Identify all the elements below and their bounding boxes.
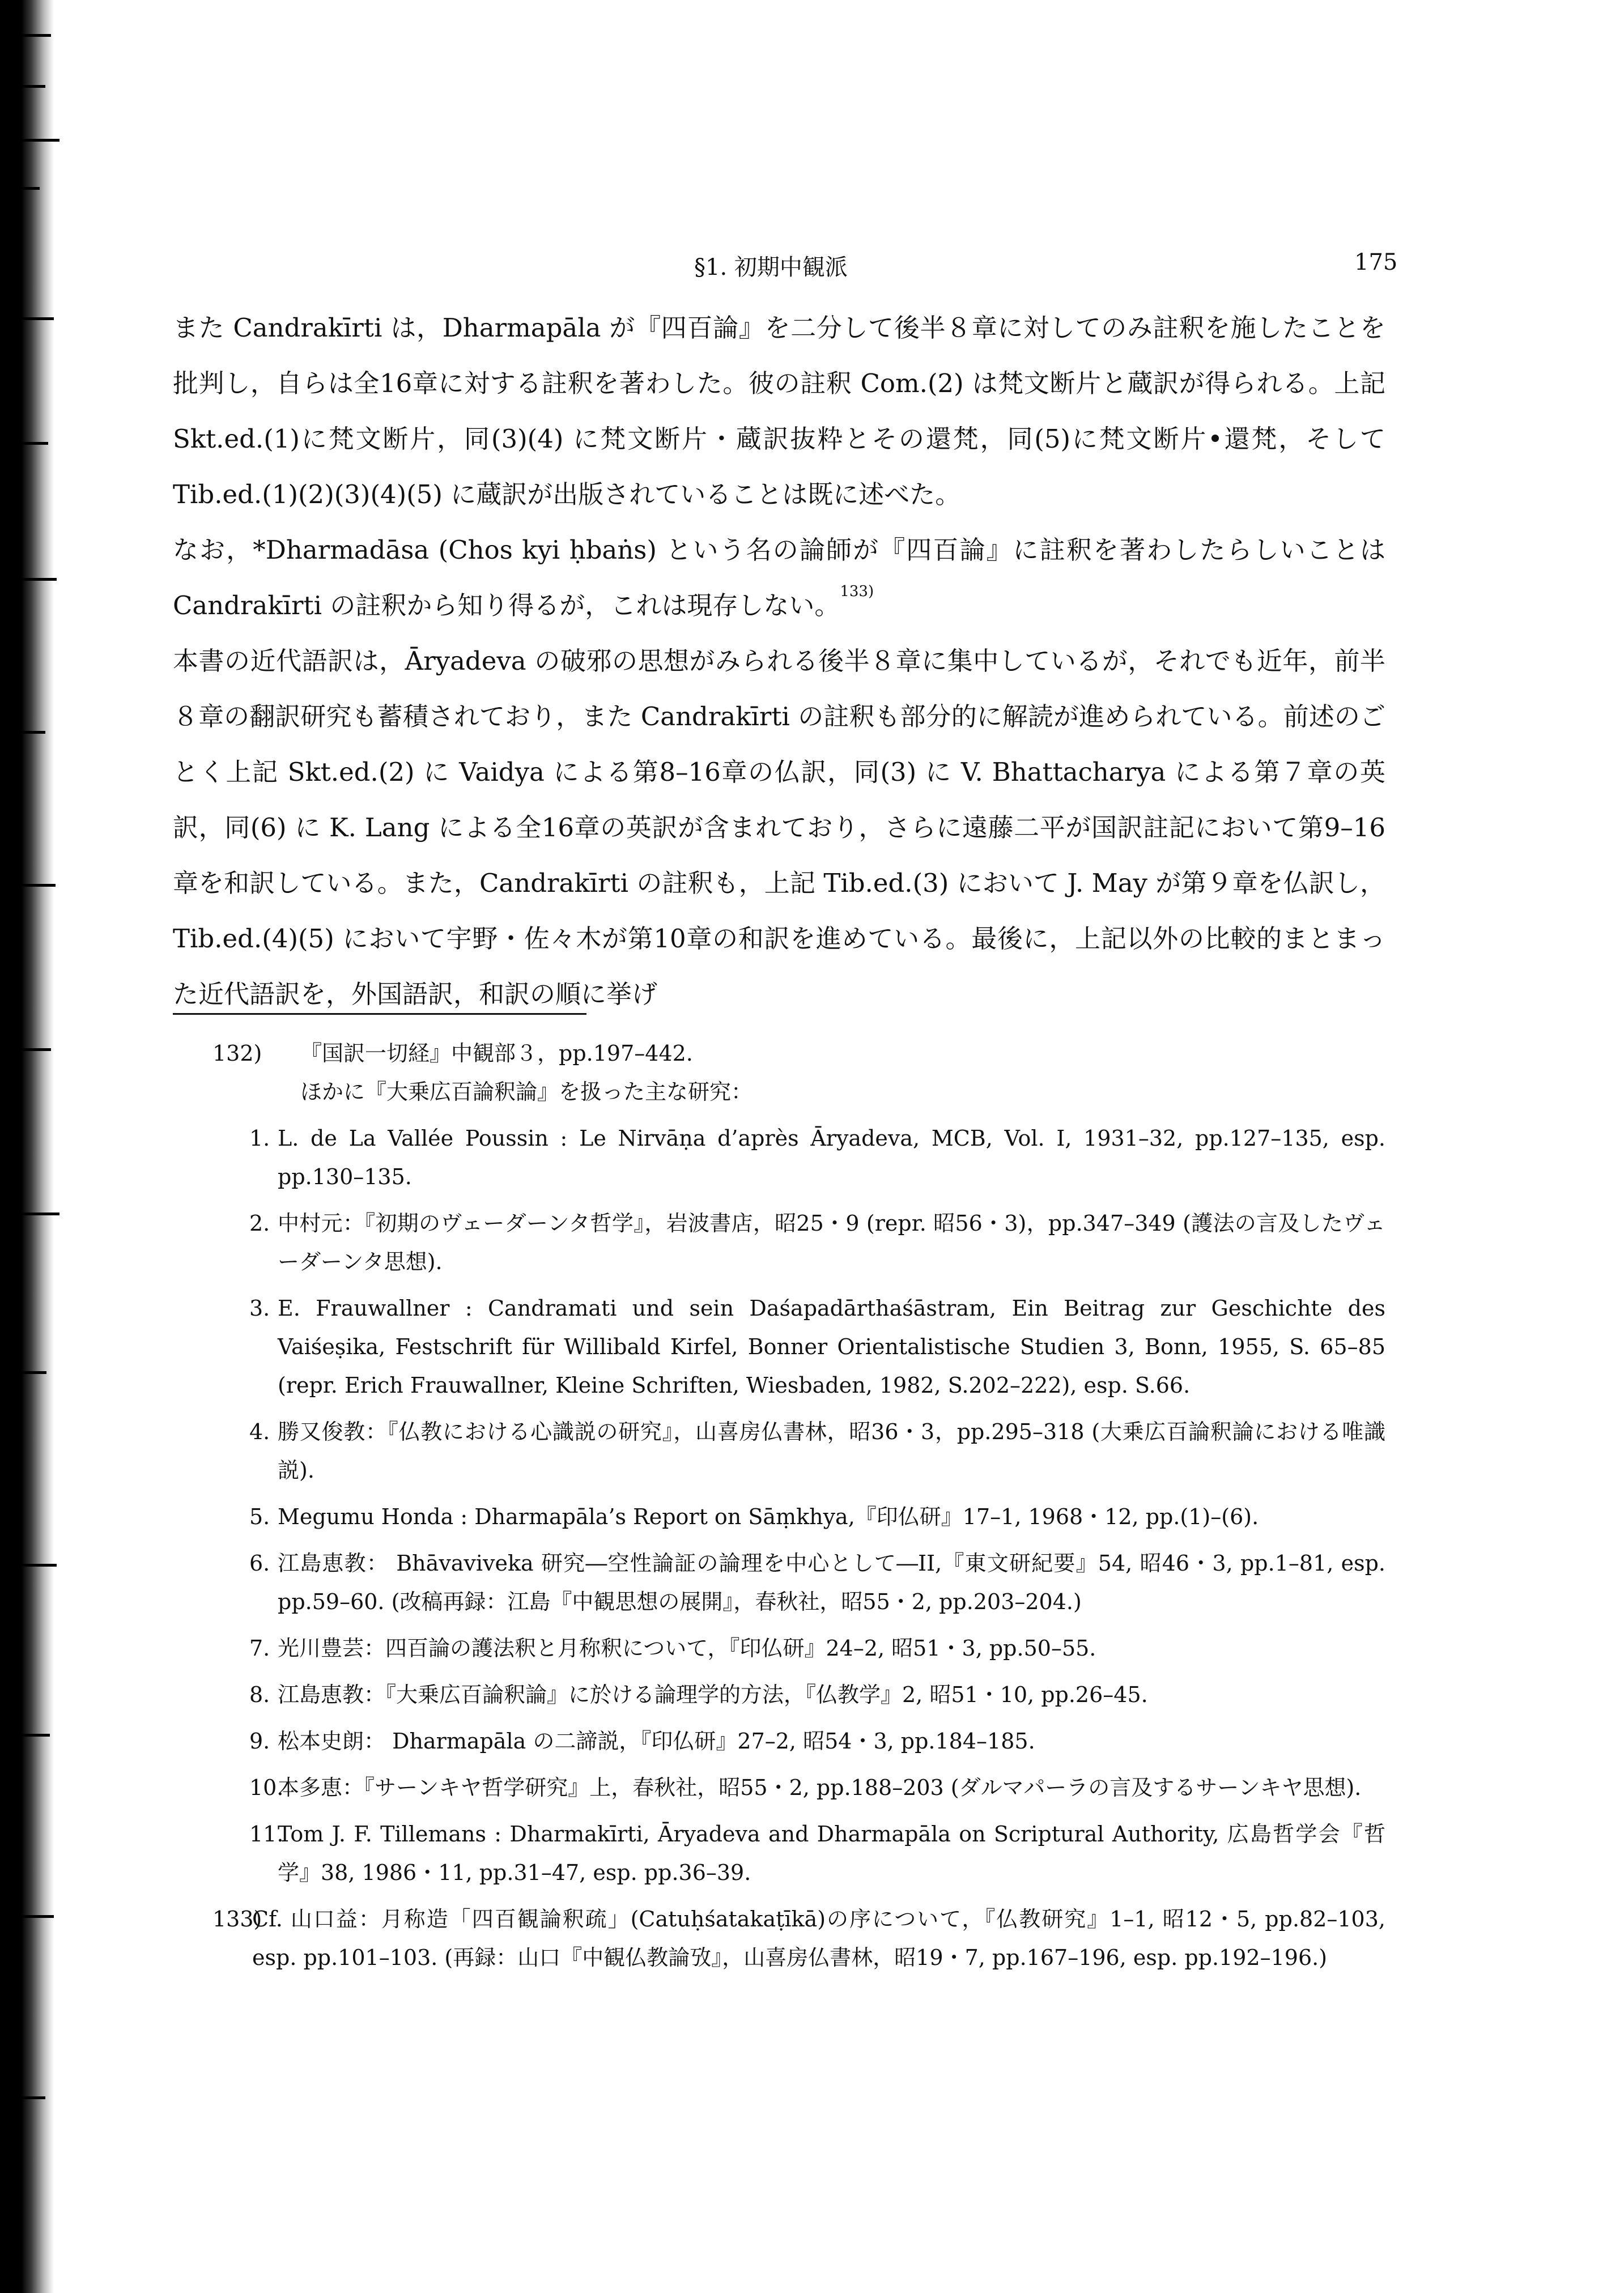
list-item [173, 1815, 1385, 1892]
item-text: 松本史朗： Dharmapāla の二諦説，『印仏研』27–2, 昭54・3, pp.184–185. [278, 1729, 1035, 1754]
item-number: 8. [249, 1682, 270, 1707]
footnote-number: 132) [212, 1041, 262, 1066]
footnote-ref: 133) [840, 583, 874, 600]
footnote-text: 『国訳一切経』中観部３，pp.197–442. [300, 1041, 693, 1066]
item-text: 中村元：『初期のヴェーダーンタ哲学』，岩波書店，昭25・9 (repr. 昭56・3)，pp.347–349 (護法の言及したヴェーダーンタ思想). [278, 1211, 1385, 1274]
item-text: 勝又俊教：『仏教における心識説の研究』，山喜房仏書林，昭36・3，pp.295–318 (大乗広百論釈論における唯識説). [278, 1419, 1385, 1483]
list-item [173, 1119, 1385, 1196]
item-number: 3. [249, 1296, 270, 1321]
item-text: 光川豊芸：四百論の護法釈と月称釈について，『印仏研』24–2, 昭51・3, pp.50–55. [278, 1636, 1096, 1661]
item-number: 4. [249, 1419, 270, 1444]
footnote-rule [173, 1013, 586, 1015]
list-item [173, 1413, 1385, 1490]
item-number: 9. [249, 1729, 270, 1754]
section-title: §1. 初期中観派 [694, 254, 848, 280]
list-item [173, 1629, 1385, 1667]
item-number: 11. [249, 1822, 284, 1847]
main-text [173, 300, 1385, 1022]
item-text: Megumu Honda : Dharmapāla’s Report on Sāṃkhya,『印仏研』17–1, 1968・12, pp.(1)–(6). [278, 1504, 1259, 1529]
item-number: 5. [249, 1504, 270, 1529]
item-text: Tom J. F. Tillemans : Dharmakīrti, Āryadeva and Dharmapāla on Scriptural Authority, 広島哲学会『哲学』38, 1986・11, pp.31–47, esp. pp.36–39. [278, 1822, 1385, 1885]
item-number: 6. [249, 1551, 270, 1576]
running-header [0, 249, 1624, 283]
footnotes [173, 1034, 1385, 1977]
list-item [173, 1768, 1385, 1807]
scanned-binding-edge [0, 0, 54, 2293]
paragraph [173, 522, 1385, 633]
list-item [173, 1289, 1385, 1405]
list-item [173, 1544, 1385, 1621]
footnote-intro: ほかに『大乗広百論釈論』を扱った主な研究： [300, 1079, 753, 1104]
list-item [173, 1498, 1385, 1536]
item-number: 7. [249, 1636, 270, 1661]
paragraph: また Candrakīrti は，Dharmapāla が『四百論』を二分して後半８章に対してのみ註釈を施したことを批判し，自らは全16章に対する註釈を著わした。彼の註釈 Com.(2) は梵文断片と蔵訳が得られる。上記 Skt.ed.(1)に梵文断片，同(3)(4) に梵文断片・蔵訳抜粋とその還梵，同(5)に梵文断片•還梵，そして Tib.ed.(1)(2)(3)(4)(5) に蔵訳が出版されていることは既に述べた。 [173, 313, 1385, 509]
footnote-number: 133) [212, 1907, 262, 1932]
item-number: 2. [249, 1211, 270, 1236]
list-item [173, 1722, 1385, 1760]
item-number: 1. [249, 1126, 270, 1151]
item-text: 本多恵：『サーンキヤ哲学研究』上，春秋社，昭55・2, pp.188–203 (ダルマパーラの言及するサーンキヤ思想). [278, 1775, 1362, 1800]
item-number: 10. [249, 1775, 284, 1800]
footnote-text: Cf. 山口益：月称造「四百観論釈疏」(Catuḥśatakaṭīkā)の序について，『仏教研究』1–1, 昭12・5, pp.82–103, esp. pp.101–103. (再録：山口『中観仏教論攷』，山喜房仏書林，昭19・7, pp.167–196, esp. pp.192–196.) [252, 1907, 1385, 1970]
reference-list [173, 1119, 1385, 1892]
paragraph-text: なお，*Dharmadāsa (Chos kyi ḥbaṅs) という名の論師が『四百論』に註釈を著わしたらしいことは Candrakīrti の註釈から知り得るが，これは現存しない。 [173, 535, 1385, 620]
list-item [173, 1675, 1385, 1714]
footnote-132 [173, 1034, 1385, 1073]
page-number: 175 [1354, 249, 1398, 275]
list-item [173, 1204, 1385, 1281]
item-text: L. de La Vallée Poussin : Le Nirvāṇa d’après Āryadeva, MCB, Vol. I, 1931–32, pp.127–135, esp. pp.130–135. [278, 1126, 1385, 1189]
item-text: 江島恵教：『大乗広百論釈論』に於ける論理学的方法，『仏教学』2, 昭51・10, pp.26–45. [278, 1682, 1148, 1707]
item-text: 江島恵教： Bhāvaviveka 研究―空性論証の論理を中心として―II,『東文研紀要』54, 昭46・3, pp.1–81, esp. pp.59–60. (改稿再録：江島『中観思想の展開』，春秋社，昭55・2, pp.203–204.) [278, 1551, 1385, 1614]
footnote-133 [173, 1900, 1385, 1977]
item-text: E. Frauwallner : Candramati und sein Daśapadārthaśāstram, Ein Beitrag zur Geschichte des Vaiśeṣika, Festschrift für Willibald Kirfel, Bonner Orientalistische Studien 3, Bonn, 1955, S. 65–85 (repr. Erich Frauwallner, Kleine Schriften, Wiesbaden, 1982, S.202–222), esp. S.66. [278, 1296, 1385, 1398]
paragraph: 本書の近代語訳は，Āryadeva の破邪の思想がみられる後半８章に集中しているが，それでも近年，前半８章の翻訳研究も蓄積されており，また Candrakīrti の註釈も部分的に解読が進められている。前述のごとく上記 Skt.ed.(2) に Vaidya による第8–16章の仏訳，同(3) に V. Bhattacharya による第７章の英訳，同(6) に K. Lang による全16章の英訳が含まれており，さらに遠藤二平が国訳註記において第9–16章を和訳している。また，Candrakīrti の註釈も，上記 Tib.ed.(3) において J. May が第９章を仏訳し，Tib.ed.(4)(5) において宇野・佐々木が第10章の和訳を進めている。最後に，上記以外の比較的まとまった近代語訳を，外国語訳，和訳の順に挙げ [173, 646, 1385, 1009]
